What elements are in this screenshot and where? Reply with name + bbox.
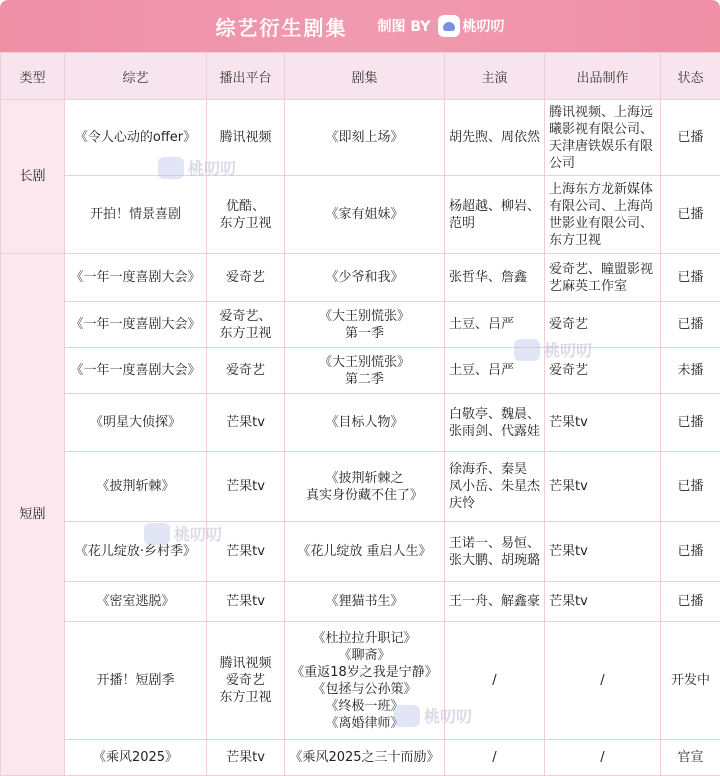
drama-cell: 《大王别慌张》 第二季 xyxy=(285,348,445,394)
variety-cell: 开播！短剧季 xyxy=(65,622,207,740)
producer-cell: 爱奇艺 xyxy=(545,302,661,348)
producer-cell: 芒果tv xyxy=(545,452,661,522)
column-header: 类型 xyxy=(1,53,65,100)
cast-cell: 杨超越、柳岩、范明 xyxy=(445,176,545,254)
cast-cell: 王一舟、解鑫豪 xyxy=(445,582,545,622)
credit-label: 制图 BY xyxy=(377,19,431,35)
cast-cell: / xyxy=(445,740,545,776)
producer-cell: 芒果tv xyxy=(545,582,661,622)
status-cell: 未播 xyxy=(661,348,720,394)
status-cell: 已播 xyxy=(661,452,720,522)
platform-cell: 爱奇艺 xyxy=(207,348,285,394)
table-row xyxy=(1,452,720,522)
status-cell: 官宣 xyxy=(661,740,720,776)
column-header: 综艺 xyxy=(65,53,207,100)
drama-cell: 《目标人物》 xyxy=(285,394,445,452)
status-cell: 开发中 xyxy=(661,622,720,740)
watermark-text: 桃叨叨 xyxy=(188,159,237,178)
producer-cell: 上海东方龙新媒体有限公司、上海尚世影业有限公司、东方卫视 xyxy=(545,176,661,254)
variety-cell: 《花儿绽放·乡村季》 xyxy=(65,522,207,582)
watermark-text: 桃叨叨 xyxy=(174,525,223,544)
table-row xyxy=(1,348,720,394)
column-header: 剧集 xyxy=(285,53,445,100)
producer-cell: 爱奇艺 xyxy=(545,348,661,394)
table-row xyxy=(1,302,720,348)
variety-cell: 《一年一度喜剧大会》 xyxy=(65,302,207,348)
drama-cell: 《花儿绽放 重启人生》 xyxy=(285,522,445,582)
platform-cell: 芒果tv xyxy=(207,740,285,776)
platform-cell: 腾讯视频 爱奇艺 东方卫视 xyxy=(207,622,285,740)
drama-cell: 《披荆斩棘之 真实身份藏不住了》 xyxy=(285,452,445,522)
platform-cell: 爱奇艺 xyxy=(207,254,285,302)
cast-cell: 土豆、吕严 xyxy=(445,348,545,394)
type-cell: 短剧 xyxy=(1,254,65,776)
producer-cell: 腾讯视频、上海远曦影视有限公司、天津唐铁娱乐有限公司 xyxy=(545,100,661,176)
status-cell: 已播 xyxy=(661,394,720,452)
author-avatar-icon xyxy=(438,15,460,37)
column-header: 状态 xyxy=(661,53,720,100)
drama-cell: 《即刻上场》 xyxy=(285,100,445,176)
platform-cell: 芒果tv xyxy=(207,452,285,522)
column-header: 出品制作 xyxy=(545,53,661,100)
producer-cell: 爱奇艺、瞳盟影视艺麻英工作室 xyxy=(545,254,661,302)
drama-cell: 《大王别慌张》 第一季 xyxy=(285,302,445,348)
table-row xyxy=(1,740,720,776)
cast-cell: 王诺一、易恒、张大鹏、胡琬璐 xyxy=(445,522,545,582)
table-row xyxy=(1,582,720,622)
cast-cell: 张哲华、詹鑫 xyxy=(445,254,545,302)
credit xyxy=(378,15,505,37)
drama-cell: 《少爷和我》 xyxy=(285,254,445,302)
platform-cell: 优酷、 东方卫视 xyxy=(207,176,285,254)
variety-cell: 《披荆斩棘》 xyxy=(65,452,207,522)
status-cell: 已播 xyxy=(661,100,720,176)
variety-cell: 开拍！情景喜剧 xyxy=(65,176,207,254)
author-name: 桃叨叨 xyxy=(462,19,505,35)
table-row xyxy=(1,100,720,176)
column-header: 主演 xyxy=(445,53,545,100)
status-cell: 已播 xyxy=(661,302,720,348)
status-cell: 已播 xyxy=(661,522,720,582)
table-row xyxy=(1,176,720,254)
table-row xyxy=(1,522,720,582)
platform-cell: 芒果tv xyxy=(207,582,285,622)
drama-cell: 《杜拉拉升职记》 《聊斋》 《重返18岁之我是宁静》 《包拯与公孙策》 《终极一班》 《离婚律师》 xyxy=(285,622,445,740)
page-title: 综艺衍生剧集 xyxy=(215,15,348,40)
column-header: 播出平台 xyxy=(207,53,285,100)
variety-cell: 《一年一度喜剧大会》 xyxy=(65,254,207,302)
cast-cell: 土豆、吕严 xyxy=(445,302,545,348)
variety-cell: 《令人心动的offer》 xyxy=(65,100,207,176)
table-row xyxy=(1,254,720,302)
drama-cell: 《狸猫书生》 xyxy=(285,582,445,622)
title-bar xyxy=(0,0,720,52)
cast-cell: 白敬亭、魏晨、张雨剑、代露娃 xyxy=(445,394,545,452)
header-row xyxy=(1,53,720,100)
status-cell: 已播 xyxy=(661,176,720,254)
producer-cell: / xyxy=(545,622,661,740)
cast-cell: / xyxy=(445,622,545,740)
variety-cell: 《乘风2025》 xyxy=(65,740,207,776)
status-cell: 已播 xyxy=(661,254,720,302)
drama-cell: 《家有姐妹》 xyxy=(285,176,445,254)
cast-cell: 胡先煦、周依然 xyxy=(445,100,545,176)
variety-cell: 《一年一度喜剧大会》 xyxy=(65,348,207,394)
cast-cell: 徐海乔、秦昊 凤小岳、朱星杰 庆怜 xyxy=(445,452,545,522)
drama-table xyxy=(0,52,720,776)
platform-cell: 爱奇艺、 东方卫视 xyxy=(207,302,285,348)
table-row xyxy=(1,622,720,740)
status-cell: 已播 xyxy=(661,582,720,622)
producer-cell: 芒果tv xyxy=(545,394,661,452)
drama-cell: 《乘风2025之三十而励》 xyxy=(285,740,445,776)
watermark-text: 桃叨叨 xyxy=(424,707,473,726)
producer-cell: 芒果tv xyxy=(545,522,661,582)
type-cell: 长剧 xyxy=(1,100,65,254)
producer-cell: / xyxy=(545,740,661,776)
watermark-text: 桃叨叨 xyxy=(544,341,593,360)
table-row xyxy=(1,394,720,452)
platform-cell: 芒果tv xyxy=(207,394,285,452)
variety-cell: 《密室逃脱》 xyxy=(65,582,207,622)
variety-cell: 《明星大侦探》 xyxy=(65,394,207,452)
platform-cell: 芒果tv xyxy=(207,522,285,582)
platform-cell: 腾讯视频 xyxy=(207,100,285,176)
